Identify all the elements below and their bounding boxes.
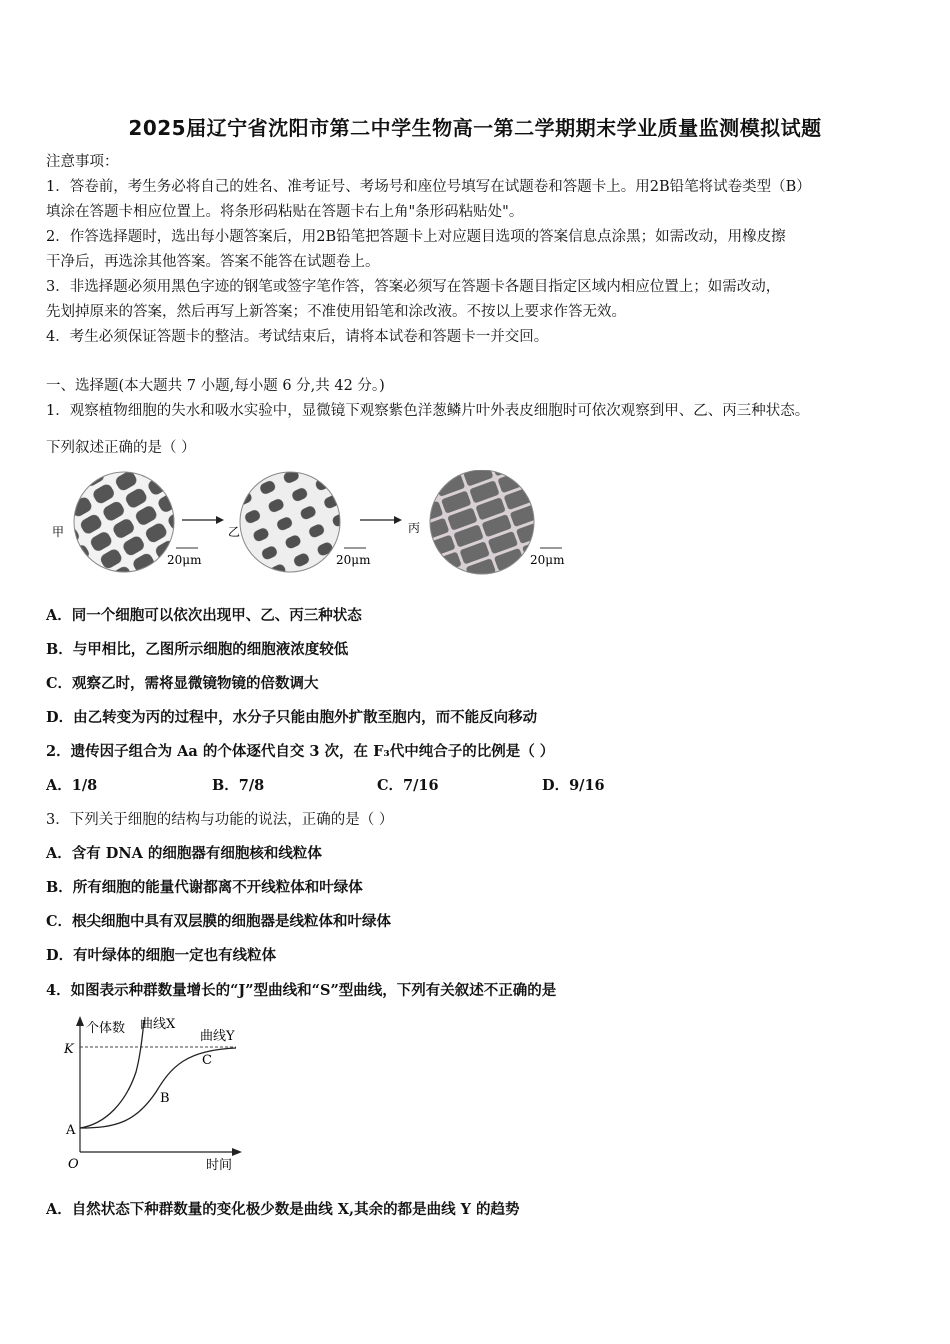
origin-label: O xyxy=(68,1157,79,1172)
point-a-label: A xyxy=(66,1123,76,1138)
q1-stem: 1．观察植物细胞的失水和吸水实验中，显微镜下观察紫色洋葱鳞片叶外表皮细胞时可依次观察到甲、乙、丙三种状态。 xyxy=(46,403,810,419)
curve-y-line xyxy=(80,1048,236,1128)
label-yi: 乙 xyxy=(228,525,241,539)
arrow-head-icon xyxy=(394,516,402,524)
q1-option-d: D．由乙转变为丙的过程中，水分子只能由胞外扩散至胞内，而不能反向移动 xyxy=(46,709,538,726)
curve-y-label: 曲线Y xyxy=(200,1029,235,1044)
q1-microscope-figure xyxy=(46,470,586,580)
scale-label: 20μm xyxy=(530,553,565,567)
q2-option-b: B．7/8 xyxy=(212,777,265,794)
y-axis-label: 个体数 xyxy=(86,1021,126,1036)
point-b-label: B xyxy=(160,1091,170,1106)
scale-label: 20μm xyxy=(167,553,202,567)
x-axis-label: 时间 xyxy=(206,1158,233,1173)
q4-growth-curve-graph xyxy=(46,1012,266,1177)
notice-line: 1．答卷前，考生务必将自己的姓名、准考证号、考场号和座位号填写在试题卷和答题卡上。用2B铅笔将试卷类型（B） xyxy=(46,179,811,195)
microscope-view-jia xyxy=(74,472,174,572)
q1-option-b: B．与甲相比，乙图所示细胞的细胞液浓度较低 xyxy=(46,641,349,658)
q3-option-c: C．根尖细胞中具有双层膜的细胞器是线粒体和叶绿体 xyxy=(46,913,392,930)
point-c-label: C xyxy=(202,1053,212,1068)
notice-line: 先划掉原来的答案，然后再写上新答案；不准使用铅笔和涂改液。不按以上要求作答无效。 xyxy=(46,304,626,320)
y-axis-arrow-icon xyxy=(76,1016,84,1026)
notice-line: 2．作答选择题时，选出每小题答案后，用2B铅笔把答题卡上对应题目选项的答案信息点涂黑；如需改动，用橡皮擦 xyxy=(46,229,786,245)
curve-x-line xyxy=(80,1020,144,1128)
q1-option-a: A．同一个细胞可以依次出现甲、乙、丙三种状态 xyxy=(46,607,362,624)
q1-stem-cont: 下列叙述正确的是（ ） xyxy=(46,440,196,456)
microscope-view-bing xyxy=(430,470,534,574)
q1-option-c: C．观察乙时，需将显微镜物镜的倍数调大 xyxy=(46,675,319,692)
q3-stem: 3．下列关于细胞的结构与功能的说法，正确的是（ ） xyxy=(46,812,394,828)
x-axis-arrow-icon xyxy=(232,1148,242,1156)
microscope-view-yi xyxy=(240,472,340,572)
k-label: K xyxy=(64,1042,74,1057)
curve-x-label: 曲线X xyxy=(140,1017,176,1032)
label-bing: 丙 xyxy=(408,521,421,535)
q2-option-d: D．9/16 xyxy=(542,777,605,794)
q3-option-b: B．所有细胞的能量代谢都离不开线粒体和叶绿体 xyxy=(46,879,363,896)
q2-option-a: A．1/8 xyxy=(46,777,98,794)
q2-option-c: C．7/16 xyxy=(377,777,439,794)
q3-option-d: D．有叶绿体的细胞一定也有线粒体 xyxy=(46,947,277,964)
q3-option-a: A．含有 DNA 的细胞器有细胞核和线粒体 xyxy=(46,845,322,862)
q4-stem: 4．如图表示种群数量增长的“J”型曲线和“S”型曲线，下列有关叙述不正确的是 xyxy=(46,982,557,999)
scale-label: 20μm xyxy=(336,553,371,567)
label-jia: 甲 xyxy=(52,525,65,539)
notice-line: 4．考生必须保证答题卡的整洁。考试结束后，请将本试卷和答题卡一并交回。 xyxy=(46,329,549,345)
page-title: 2025届辽宁省沈阳市第二中学生物高一第二学期期末学业质量监测模拟试题 xyxy=(128,116,822,140)
notice-line: 干净后，再选涂其他答案。答案不能答在试题卷上。 xyxy=(46,254,380,270)
notice-heading: 注意事项： xyxy=(46,154,119,170)
arrow-head-icon xyxy=(216,516,224,524)
q4-option-a: A．自然状态下种群数量的变化极少数是曲线 X,其余的都是曲线 Y 的趋势 xyxy=(46,1201,520,1218)
notice-line: 填涂在答题卡相应位置上。将条形码粘贴在答题卡右上角"条形码粘贴处"。 xyxy=(46,204,524,220)
notice-line: 3．非选择题必须用黑色字迹的钢笔或签字笔作答，答案必须写在答题卡各题目指定区域内相应位置上；如需改动， xyxy=(46,279,781,295)
section-heading: 一、选择题(本大题共 7 小题,每小题 6 分,共 42 分。) xyxy=(46,378,385,394)
q2-stem: 2．遗传因子组合为 Aa 的个体逐代自交 3 次，在 F₃代中纯合子的比例是（ ） xyxy=(46,743,555,760)
